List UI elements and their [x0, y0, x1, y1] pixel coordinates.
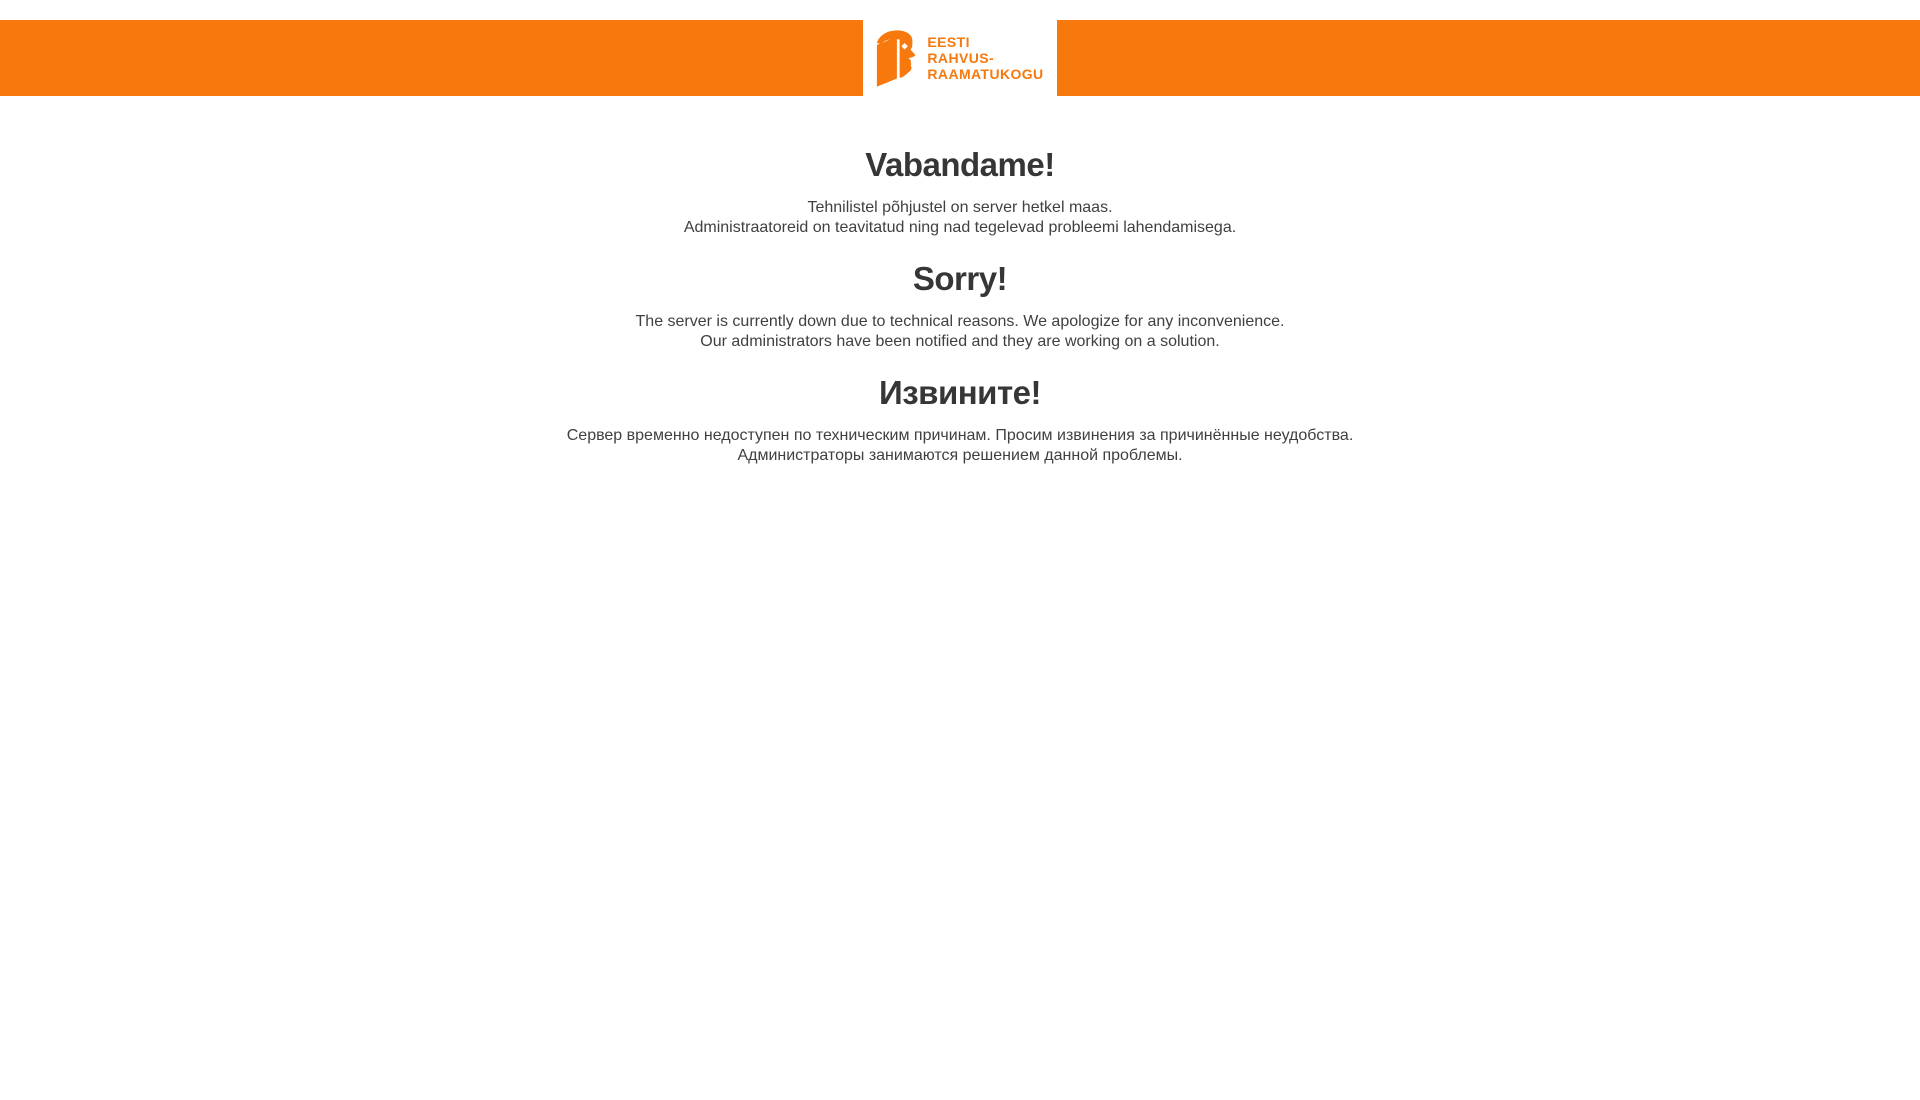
error-message-content: [0, 96, 1920, 466]
logo-word-line: RAHVUS-: [927, 50, 995, 66]
message-russian: [0, 426, 1920, 466]
section-english: [0, 260, 1920, 352]
message-line: Our administrators have been notified and they are working on a solution.: [700, 333, 1220, 350]
message-line: Администраторы занимаются решением данной проблемы.: [737, 447, 1183, 464]
logo-word-line: RAAMATUKOGU: [927, 66, 1044, 82]
message-estonian: [0, 198, 1920, 238]
message-line: Administraatoreid on teavitatud ning nad tegelevad probleemi lahendamisega.: [683, 219, 1237, 236]
logo-word-line: EESTI: [927, 34, 970, 50]
library-logo-wordmark: [927, 34, 1043, 82]
heading-estonian: Vabandame!: [865, 146, 1055, 183]
message-line: Tehnilistel põhjustel on server hetkel maas.: [807, 199, 1113, 216]
section-russian: [0, 374, 1920, 466]
message-line: Сервер временно недоступен по техническим причинам. Просим извинения за причинённые неудобства.: [566, 427, 1354, 444]
library-logo: [863, 0, 1057, 116]
message-english: [0, 312, 1920, 352]
message-line: The server is currently down due to technical reasons. We apologize for any inconvenience.: [635, 313, 1285, 330]
heading-english: Sorry!: [912, 260, 1008, 297]
heading-russian: Извините!: [879, 374, 1041, 411]
open-door-face-icon: [876, 28, 916, 89]
section-estonian: [0, 146, 1920, 238]
brand-header-band: [0, 20, 1920, 96]
